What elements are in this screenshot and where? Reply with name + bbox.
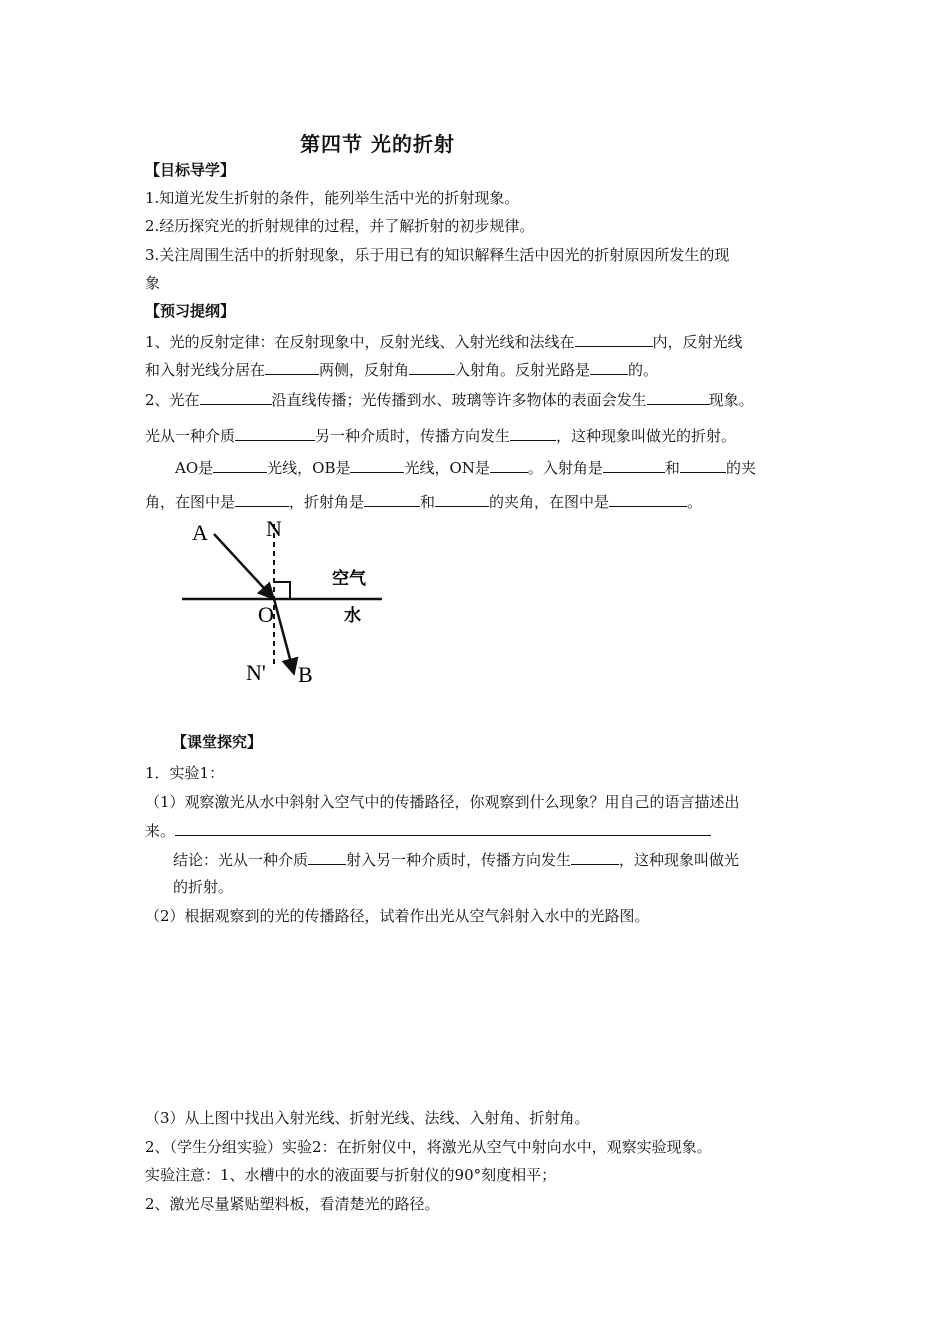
blank-incidence-ray[interactable] bbox=[603, 457, 665, 473]
blank-medium[interactable] bbox=[200, 389, 272, 405]
preview-q1-text-b: 内，反射光线 bbox=[652, 333, 743, 351]
preview-q3-text-h: ，折射角是 bbox=[289, 493, 365, 511]
refracted-ray bbox=[274, 599, 294, 674]
conclusion-line1 bbox=[173, 849, 739, 870]
blank-conclusion-direction[interactable] bbox=[571, 849, 619, 865]
goal-item-3-cont: 象 bbox=[145, 274, 161, 292]
preview-q1-text-a: 1、光的反射定律：在反射现象中，反射光线、入射光线和法线在 bbox=[145, 333, 575, 351]
conclusion-text-a: 结论：光从一种介质 bbox=[173, 851, 309, 869]
incident-ray bbox=[214, 534, 274, 599]
preview-q1-text-e: 入射角。反射光路是 bbox=[455, 361, 591, 379]
blank-plane[interactable] bbox=[575, 331, 653, 347]
exp1-q3: （3）从上图中找出入射光线、折射光线、法线、入射角、折射角。 bbox=[145, 1109, 590, 1127]
label-n: N bbox=[266, 516, 282, 541]
preview-q2-line1 bbox=[145, 389, 754, 410]
note-2: 2、激光尽量紧贴塑料板，看清楚光的路径。 bbox=[145, 1195, 440, 1213]
blank-conclusion-medium[interactable] bbox=[308, 849, 346, 865]
blank-oblique-enter[interactable] bbox=[235, 425, 315, 441]
label-air: 空气 bbox=[332, 569, 366, 589]
preview-q2-text-f: 另一种介质时，传播方向发生 bbox=[315, 427, 511, 445]
refraction-diagram-svg bbox=[170, 512, 400, 692]
preview-q3-line1 bbox=[175, 457, 756, 478]
preview-q1-text-d: 两侧，反射角 bbox=[319, 361, 410, 379]
blank-observation[interactable] bbox=[175, 820, 711, 836]
exp1-q1-line1: （1）观察激光从水中斜射入空气中的传播路径，你观察到什么现象？用自己的语言描述出 bbox=[145, 793, 740, 811]
blank-refraction-ray[interactable] bbox=[364, 491, 420, 507]
preview-q3-text-d: 。入射角是 bbox=[527, 459, 603, 477]
goal-item-2: 2.经历探究光的折射规律的过程，并了解折射的初步规律。 bbox=[145, 217, 535, 235]
preview-q3-text-e: 和 bbox=[664, 459, 680, 477]
conclusion-text-b: 射入另一种介质时，传播方向发生 bbox=[346, 851, 572, 869]
blank-reversible[interactable] bbox=[590, 359, 628, 375]
exp1-q2: （2）根据观察到的光的传播路径，试着作出光从空气斜射入水中的光路图。 bbox=[145, 907, 650, 925]
blank-phenomenon[interactable] bbox=[647, 389, 709, 405]
preview-q3-text-j: 的夹角，在图中是 bbox=[489, 493, 610, 511]
preview-q3-text-i: 和 bbox=[420, 493, 436, 511]
blank-incidence-angle-label[interactable] bbox=[235, 491, 289, 507]
exp1-q1-text: 来。 bbox=[145, 822, 176, 840]
conclusion-line2: 的折射。 bbox=[173, 878, 234, 896]
preview-q1-text-f: 的。 bbox=[628, 361, 659, 379]
class-heading: 【课堂探究】 bbox=[172, 733, 263, 751]
preview-q3-text-a: AO是 bbox=[175, 459, 214, 477]
goals-heading: 【目标导学】 bbox=[145, 161, 236, 179]
preview-q2-line2 bbox=[145, 425, 736, 446]
right-angle-mark bbox=[274, 582, 290, 599]
conclusion-text-c: ，这种现象叫做光 bbox=[619, 851, 740, 869]
exp2: 2、（学生分组实验）实验2：在折射仪中，将激光从空气中射向水中，观察实验现象。 bbox=[145, 1138, 712, 1156]
blank-direction-change[interactable] bbox=[510, 425, 556, 441]
exp1-title: 1．实验1： bbox=[145, 764, 225, 782]
preview-q2-text-d: 现象。 bbox=[708, 391, 754, 409]
label-a: A bbox=[192, 520, 208, 545]
preview-q3-text-f: 的夹 bbox=[725, 459, 756, 477]
label-b: B bbox=[298, 662, 313, 687]
blank-angle-relation[interactable] bbox=[409, 359, 455, 375]
preview-q2-text-a: 2、光在 bbox=[145, 391, 200, 409]
goal-item-3: 3.关注周围生活中的折射现象，乐于用已有的知识解释生活中因光的折射原因所发生的现 bbox=[145, 246, 730, 264]
blank-incidence-normal[interactable] bbox=[680, 457, 726, 473]
preview-q3-text-b: 光线，OB是 bbox=[267, 459, 351, 477]
preview-q1-text-c: 和入射光线分居在 bbox=[145, 361, 266, 379]
preview-q2-text-b: 沿直线传播；光传播到水、玻璃 bbox=[271, 391, 482, 409]
preview-q2-text-c: 等许多物体的表面会发生 bbox=[481, 391, 647, 409]
preview-q3-text-k: 。 bbox=[687, 493, 703, 511]
preview-q1-line2 bbox=[145, 359, 658, 380]
blank-refraction-angle-label[interactable] bbox=[609, 491, 687, 507]
preview-q3-line2 bbox=[145, 491, 702, 512]
label-n-prime: N' bbox=[246, 660, 266, 685]
blank-ao-type[interactable] bbox=[213, 457, 267, 473]
preview-q1-line1 bbox=[145, 331, 743, 352]
refraction-diagram bbox=[170, 512, 400, 692]
label-o: O bbox=[258, 602, 274, 627]
blank-sides[interactable] bbox=[265, 359, 319, 375]
preview-q2-text-e: 光从一种介质 bbox=[145, 427, 236, 445]
preview-heading: 【预习提纲】 bbox=[145, 302, 236, 320]
blank-on-type[interactable] bbox=[490, 457, 528, 473]
label-water: 水 bbox=[344, 606, 361, 626]
blank-ob-type[interactable] bbox=[350, 457, 404, 473]
goal-item-1: 1.知道光发生折射的条件，能列举生活中光的折射现象。 bbox=[145, 189, 520, 207]
exp1-q1-line2 bbox=[145, 820, 711, 841]
note-1: 实验注意：1、水槽中的水的液面要与折射仪的90°刻度相平； bbox=[145, 1166, 557, 1184]
preview-q2-text-g: ，这种现象叫做光的折射。 bbox=[556, 427, 737, 445]
preview-q3-text-c: 光线，ON是 bbox=[404, 459, 490, 477]
preview-q3-text-g: 角，在图中是 bbox=[145, 493, 236, 511]
blank-refraction-normal[interactable] bbox=[435, 491, 489, 507]
page-title: 第四节 光的折射 bbox=[300, 132, 455, 156]
